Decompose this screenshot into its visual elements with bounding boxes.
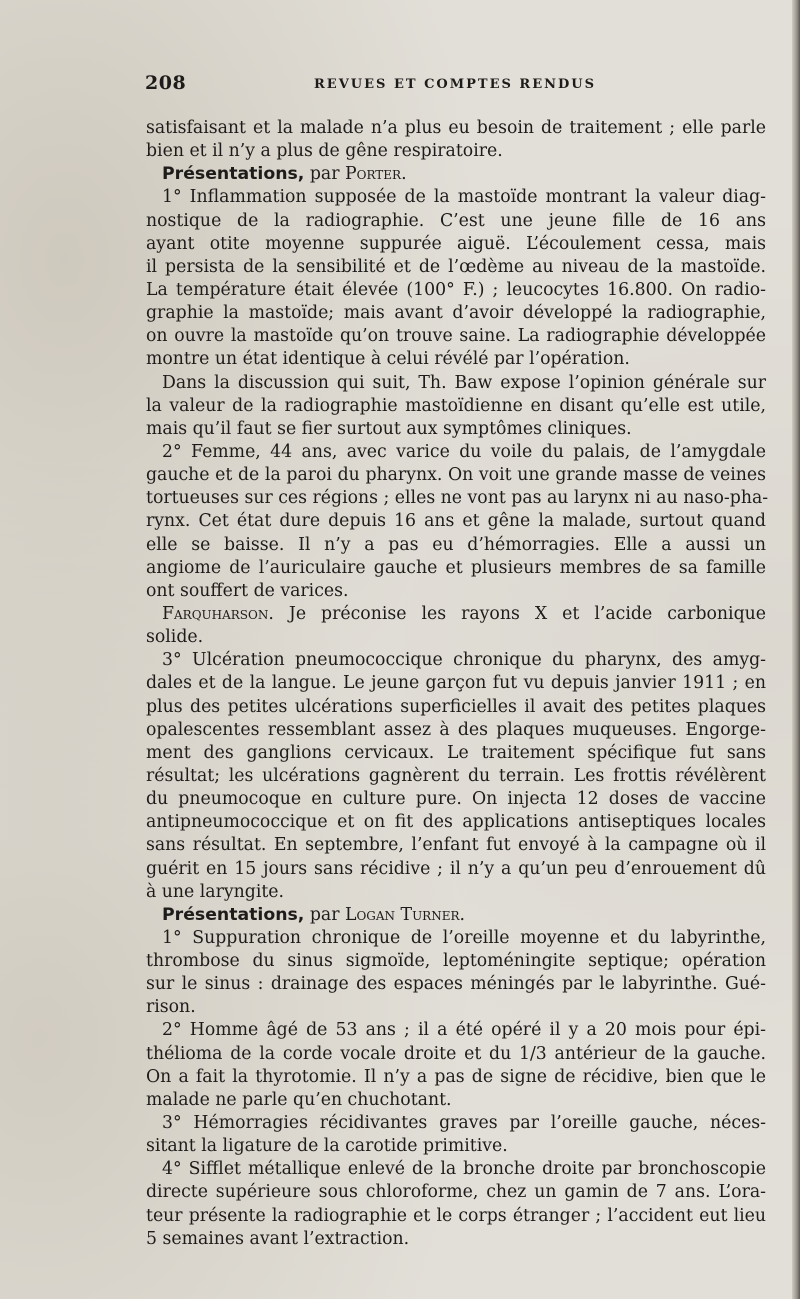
text-line: rison. [146,997,196,1018]
text-line: 2° Femme, 44 ans, avec varice du voile du palais, de l’amygdale [162,441,766,462]
text-line: on ouvre la mastoïde qu’on trouve saine. La radiographie développée [146,326,766,347]
text-line: 3° Ulcération pneumococcique chronique du pharynx, des amyg- [162,650,766,671]
section-heading: Présentations, [162,164,305,185]
author-name: Porter [344,164,402,185]
text-line: thrombose du sinus sigmoïde, leptoméningite septique; opération [146,951,766,972]
text-line: Dans la discussion qui suit, Th. Baw expose l’opinion générale sur [162,372,766,393]
author-name: Farquharson [162,603,269,624]
text-line: solide. [146,627,204,648]
text-run: . [459,904,466,925]
text-line: plus des petites ulcérations superficielles il avait des petites plaques [146,696,766,717]
text-line: malade ne parle qu’en chuchotant. [146,1089,452,1110]
running-title: REVUES ET COMPTES RENDUS [314,77,596,92]
text-line: graphie la mastoïde; mais avant d’avoir développé la radiographie, [146,303,766,324]
text-line: 1° Suppuration chronique de l’oreille moyenne et du labyrinthe, [162,927,766,948]
text-run: . Je préconise les rayons X et l’acide carbonique [268,603,766,624]
text-line: ment des ganglions cervicaux. Le traitement spécifique fut sans [146,742,766,763]
text-line [146,163,766,186]
text-line: 3° Hémorragies récidivantes graves par l’oreille gauche, néces- [162,1113,766,1134]
text-line: thélioma de la corde vocale droite et du 1/3 antérieur de la gauche. [146,1043,766,1064]
text-line: à une laryngite. [146,881,285,902]
text-line: elle se baisse. Il n’y a pas eu d’hémorragies. Elle a aussi un [146,534,766,555]
text-line: opalescentes ressemblant assez à des plaques muqueuses. Engorge- [146,719,766,740]
text-line: angiome de l’auriculaire gauche et plusieurs membres de sa famille [146,557,766,578]
text-line: il persista de la sensibilité et de l’œdème au niveau de la mastoïde. [146,256,766,277]
text-line: On a fait la thyrotomie. Il n’y a pas de signe de récidive, bien que le [146,1066,766,1087]
page-edge-shadow [792,0,800,1299]
text-line: 5 semaines avant l’extraction. [146,1228,410,1249]
text-line: 4° Sifflet métallique enlevé de la bronche droite par bronchoscopie [162,1159,766,1180]
text-line: sitant la ligature de la carotide primitive. [146,1136,508,1157]
text-line: 1° Inflammation supposée de la mastoïde montrant la valeur diag- [162,187,766,208]
text-line: nostique de la radiographie. C’est une jeune fille de 16 ans [146,210,766,231]
text-line: satisfaisant et la malade n’a plus eu besoin de traitement ; elle parle [146,118,766,138]
text-line: ayant otite moyenne suppurée aiguë. L’écoulement cessa, mais [146,233,766,254]
text-line [146,904,766,927]
text-line: 2° Homme âgé de 53 ans ; il a été opéré il y a 20 mois pour épi- [162,1020,766,1041]
section-heading: Présentations, [162,904,305,925]
author-name: Logan Turner [344,904,460,925]
text-line: sur le sinus : drainage des espaces méningés par le labyrinthe. Gué- [146,974,766,995]
page-number: 208 [145,72,187,94]
text-line: du pneumocoque en culture pure. On injecta 12 doses de vaccine [146,789,766,810]
text-line: La température était élevée (100° F.) ; leucocytes 16.800. On radio- [146,279,766,300]
text-line: gauche et de la paroi du pharynx. On voit une grande masse de veines [146,465,766,486]
text-line: résultat; les ulcérations gagnèrent du terrain. Les frottis révélèrent [146,765,766,786]
text-line: rynx. Cet état dure depuis 16 ans et gêne la malade, surtout quand [146,511,766,532]
page-header [145,72,765,96]
article-body [146,117,769,1251]
text-line: montre un état identique à celui révélé par l’opération. [146,349,630,370]
text-line: bien et il n’y a plus de gêne respiratoire. [146,141,503,162]
text-line [146,603,766,626]
text-line: directe supérieure sous chloroforme, chez un gamin de 7 ans. L’ora- [146,1182,766,1203]
text-run: par [304,904,345,925]
text-line: dales et de la langue. Le jeune garçon fut vu depuis janvier 1911 ; en [146,673,766,694]
text-run: par [304,164,345,185]
text-line: la valeur de la radiographie mastoïdienne en disant qu’elle est utile, [146,395,766,416]
text-line: sans résultat. En septembre, l’enfant fut envoyé à la campagne où il [146,835,766,856]
text-line: antipneumococcique et on fit des applications antiseptiques locales [146,812,766,833]
text-line: ont souffert de varices. [146,580,349,601]
text-line: tortueuses sur ces régions ; elles ne vont pas au larynx ni au naso-pha- [146,488,769,509]
text-line: mais qu’il faut se fier surtout aux symptômes cliniques. [146,418,632,439]
text-line: teur présente la radiographie et le corps étranger ; l’accident eut lieu [146,1205,766,1226]
text-line: guérit en 15 jours sans récidive ; il n’y a qu’un peu d’enrouement dû [146,858,766,879]
text-run: . [401,164,407,185]
